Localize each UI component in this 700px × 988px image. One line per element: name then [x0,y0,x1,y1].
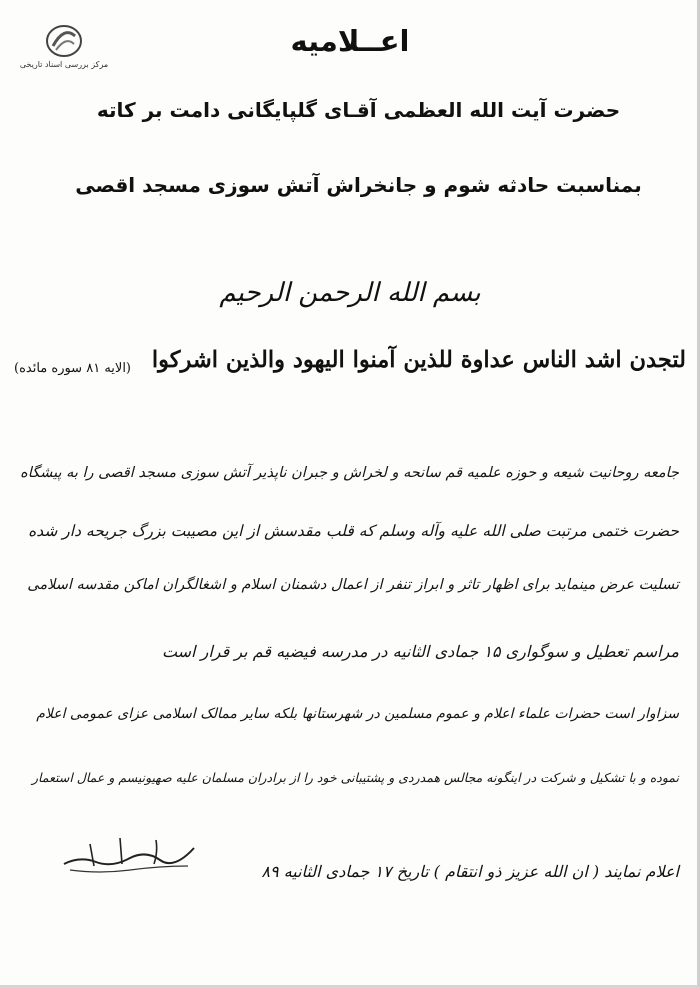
document-title: اعــلامیه [290,24,410,58]
handwritten-signature [60,830,200,878]
header-line-2: بمناسبت حادثه شوم و جانخراش آتش سوزی مسجد اقصی [75,173,642,197]
body-line-1: جامعه روحانیت شیعه و حوزه علمیه قم سانحه و لخراش و جبران ناپذیر آتش سوزی مسجد اقصی را به پیشگاه [20,465,679,481]
archive-logo-caption: مرکز بررسی اسناد تاریخی [19,60,109,69]
quran-verse-row [14,347,686,393]
verse-reference: (الایه ۸۱ سوره مائده) [14,361,132,376]
header-line-1: حضرت آیت الله العظمی آقـای گلپایگانی دامت بر کاته [96,98,621,122]
body-line-2: حضرت ختمی مرتبت صلی الله علیه وآله وسلم که قلب مقدسش از این مصیبت بزرگ جریحه دار شده [28,522,679,540]
body-line-6: نموده و با تشکیل و شرکت در اینگونه مجالس همدردی و پشتیبانی خود را از برادران مسلمان علیه صهیونیسم و عمال استعمار [32,770,679,785]
body-line-4: مراسم تعطیل و سوگواری ۱۵ جمادی الثانیه در مدرسه فیضیه قم بر قرار است [161,642,679,661]
body-line-3: تسلیت عرض مینماید برای اظهار تاثر و ابراز تنفر از اعمال دشمنان اسلام و اشغالگران اماکن مقدسه اسلامی [27,577,679,593]
body-line-5: سزاوار است حضرات علماء اعلام و عموم مسلمین در شهرستانها بلکه سایر ممالک اسلامی عزای عمومی اعلام [36,706,679,722]
closing-line [60,838,679,898]
basmala: بسم الله الرحمن الرحیم [219,278,481,308]
quran-verse: لتجدن اشد الناس عداوة للذین آمنوا الیهود والذین اشرکوا [151,347,686,373]
closing-text: اعلام نمایند ( ان الله عزیز ذو انتقام ) تاریخ ۱۷ جمادی الثانیه ۸۹ [261,862,679,881]
